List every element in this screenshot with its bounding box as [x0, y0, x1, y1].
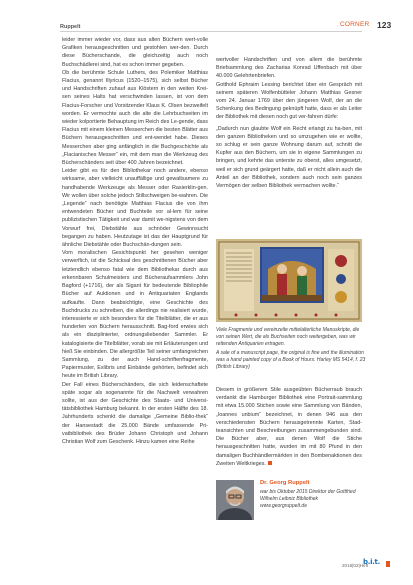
- author-name: Dr. Georg Ruppelt: [260, 480, 310, 486]
- paragraph: Der Fall eines Bücherschänders, die sich leidenschaftete späte sogar als sogenannte für die Nachwelt verwahren sollte, ist aus der Geschichte des Staats- und Universi-tätsbibliothek Hamburg bekannt. In der ersten Hälfte des 18. Jahrhunderts schenkt die damalige „Gemeine Biblio-thek“ der Hansestadt die 25.000 Bände umfassende Pri-vatbibliothek des Brüder Johann Christoph und Johann Christian Wolf zum Geschenk. Hinzu kamen eine Reihe: [62, 381, 208, 445]
- quotation: „Dadurch nun glaubte Wolf ein Recht erlangt zu ha-ben, mit den ganzen Bibliotheken und so umzugehen wie er wollte, so schlug er sein ganze Wohnung darum auf, schnitt die Kupfer aus den Büchern, um sie in eigene Sammlungen zu bringen, und kehrte das unterste zu oberst, alles umgesetzt, weil er sich grund geärgert hatte, daß er nicht allein auch die Anteil an der Bibliothek, sondern auch noch sein ganzes Vermögen der selben Bibliothek vermachen wollte.“: [216, 125, 362, 190]
- caption-english: A sale of a manuscript page, the original is fine and the illumination was a hand painted copy of a Book of Hours. Harley MS 5414, f. 23 (British Library): [216, 350, 366, 370]
- paragraph: leider immer wieder vor, dass aus alten Büchern wert-volle Grafiken herausgeschnitten und gestohlen wer-den. Durch diese Bücherschande, die gleichzeitig auch noch Buchschädlerei sind, hat es schon immer gegeben.: [62, 37, 208, 68]
- manuscript-image: [216, 239, 362, 322]
- section-label: CORNER: [340, 21, 370, 28]
- paragraph-text: Diesem in größerem Stile ausgeübten Bücherraub brauch verdankt die Hamburger Bibliothek eine Portrait-sammlung mit etwa 15.000 Stichen sowie eine Sammlung von Bänden, „Ioannes unbium“ bezeichnet, in denen 946 aus den verschiedensten Büchern herausgetrennte Karten, Stad-teansichten und Beschreibungen zusammengebunden sind. Die Bücher aber, aus denen Wolf die Stiche herausgeschnitten hatte, wurden im mit 80 Pfund in den damaligen Buchhändlermärkten in den Bombenaktionen des Zweiten Weltkrieges.: [216, 387, 362, 467]
- right-column: [216, 56, 362, 190]
- header-rule: [60, 31, 362, 32]
- author-box: [216, 478, 366, 522]
- paragraph: Gotthold Ephraim Lessing berichtet über ein Gespräch mit seinem späteren Wolfenbütteler Johann Matthias Gesner vom 24. Januar 1769 über den jüngeren Wolf, der an die Schenkung des Bedingung geknüpft hatte, dass er als Leiter der Bibliothek mit diesen noch gut ver-fahren dürfe:: [216, 81, 362, 121]
- page-number: 123: [377, 20, 392, 30]
- paragraph: Vom moralischen Gesichtspunkt her gesehen weniger verwerflich, ist die Schicksal des geschnittenen Bücher aber letztendlich ebenso fatal wie dem Bibliothekar durch aus erkennbaren Schulmeisters und Bücheraufsammlers John Bagford (+1716), der als Sigant für bedeutende Bibliophile Bücher auf Auktionen und in Antiquariaten Englands aufkaufte. Dann beabsichtigte, eine Geschichte des Buchdrucks zu schreiben, die allerdings nie realisiert wurde, interessierte er sich besonders für die Titelblätter, die er aus hunderten von Büchern herausschnitt. Bag-ford erwies sich als ein disziplinierter, ordnungsliebender Sammler. Er katalogisierte die Titelblätter, vorab sie mit Erläuterungen und hieß Sie einbinden. Die allergrößte Teil seiner umfangreichen Sammlung, zu der auch Hand-schriftenfragmente, Papiermuster, Exlibris und Einbände gehörten, befindet sich heute im British Library.: [62, 250, 208, 380]
- manuscript-illustration: [216, 239, 362, 322]
- end-mark-icon: [268, 461, 272, 465]
- author-bio: [260, 489, 364, 511]
- paragraph: Leider gibt es für den Bibliothekar noch andere, ebenso wirksame, aber vielleicht unauffällige und gewaltsamere zu handhabende Werkzeuge als Messer oder Rasierklin-gen. Wir wollen über solche jedoch Stillschweigen be-wahren. Die „Legende“ nach benötigte Matthias Flacius die von ihm entwendeten Bücher und Buchteile vor al-lem für seine publizistischen Tätigkeit und war damit we-nigstens von dem Vorwurf frei, Diebstähle aus schnöder Gewinnsucht begangen zu haben. Heutzutage ist das der Hauptgrund für ähnliche Diebstähle oder Buchschän-dungen sein.: [62, 168, 208, 249]
- paragraph: Ob die berühmte Schule Luthers, des Polemiker Matthias Flacius, genannt Illyricus (1520–1575), sich selbst Bücher und Handschriften zuhauf aus Klöstern in den weiten Krei-sen seines Halts hat verschwinden lassen, ist von dem Flacius-Forscher und Vorsitzender Klaus K. Olsen bezweifelt worden. Er vermochte auch die alte die Lehrbuchseiten im wieder kolportierte Behauptung im Reich des Le-gende, dass Flacius mit einem kleinen Messerchen die besten Blätter aus Büchern herausgeschnitten und ent-wendet habe. Dieses Messerchen aber ging anfänglich in die Buchgeschichte als „Flacianisches Messer“ ein, mit dem man die Werkzeug des Bücherschänders seit über 400 Jahren bezeichnet.: [62, 69, 208, 167]
- author-bio-text: war bis Oktober 2015 Direktor der Gottfried Wilhelm Leibniz Bibliothek www.georgruppelt.de: [260, 489, 356, 510]
- author-photo: [216, 480, 254, 520]
- paragraph: wertvoller Handschriften und von allem die berühmte Briefsammlung des Zacharias Konrad Uffenbach mit über 40.000 Gelehrtenbriefen.: [216, 57, 362, 80]
- magazine-logo: b.i.t.: [363, 558, 380, 566]
- caption-german: Viele Fragmente und vereinzelte mittelalterliche Manuskripte, die von seinen Wert, die als Buchseiten noch weitergeben, was wir rettenden Antiquarien ertragen.: [216, 327, 360, 347]
- right-column-continued: [216, 386, 362, 468]
- accent-bar: [386, 561, 390, 567]
- figure-caption: [216, 327, 366, 371]
- author-portrait-icon: [216, 480, 254, 520]
- left-column: [62, 36, 208, 446]
- running-head: Ruppelt: [60, 24, 81, 30]
- issue-label: 2016|02|Heft: [342, 563, 369, 568]
- paragraph: [216, 386, 362, 468]
